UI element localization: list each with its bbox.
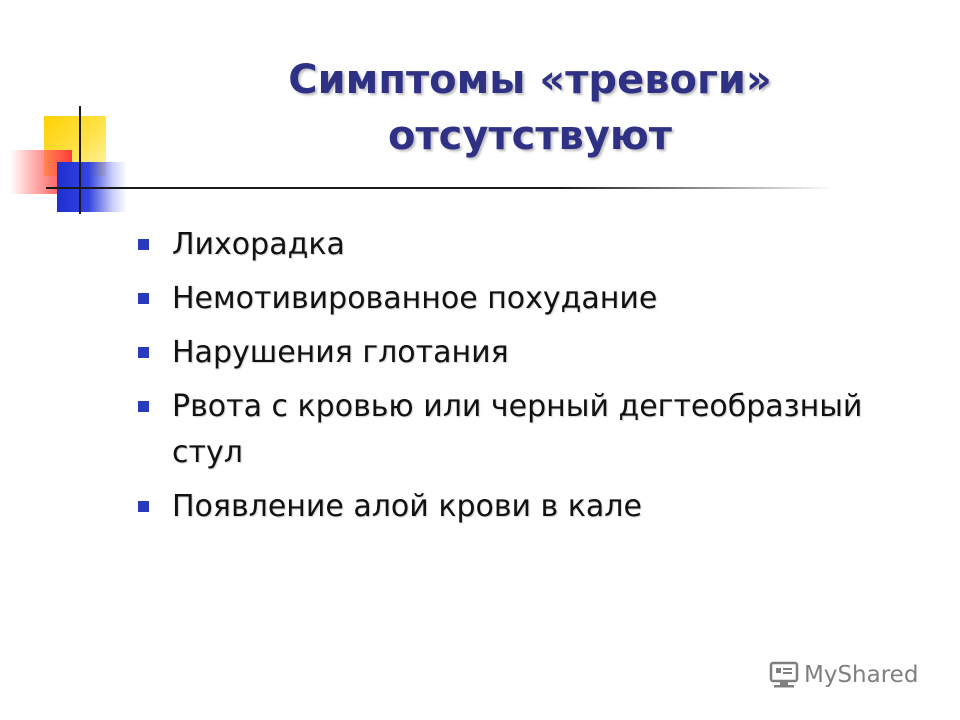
myshared-logo-icon <box>768 660 800 690</box>
square-bullet-icon <box>138 401 149 412</box>
list-item <box>136 484 936 530</box>
list-item <box>136 276 936 322</box>
list-item-text: Рвота с кровью или черный дегтеобразный стул <box>172 389 863 470</box>
square-bullet-icon <box>138 293 149 304</box>
square-bullet-icon <box>138 347 149 358</box>
decor-vertical-line <box>79 106 81 214</box>
watermark-text: MyShared <box>804 662 919 688</box>
myshared-watermark[interactable] <box>768 658 918 692</box>
list-item-text: Немотивированное похудание <box>172 281 658 316</box>
list-item-text: Нарушения глотания <box>172 335 509 370</box>
list-item <box>136 330 936 376</box>
square-bullet-icon <box>138 239 149 250</box>
decorative-squares <box>0 0 160 230</box>
square-bullet-icon <box>138 501 149 512</box>
slide-title-line-2: отсутствуют <box>388 113 672 159</box>
list-item-text: Появление алой крови в кале <box>172 489 642 524</box>
title-underline <box>46 187 836 189</box>
list-item <box>136 222 936 268</box>
slide-title <box>150 52 910 164</box>
list-item <box>136 384 936 476</box>
list-item-text: Лихорадка <box>172 227 345 262</box>
slide-title-line-1: Симптомы «тревоги» <box>288 57 772 103</box>
symptom-list <box>136 222 936 538</box>
